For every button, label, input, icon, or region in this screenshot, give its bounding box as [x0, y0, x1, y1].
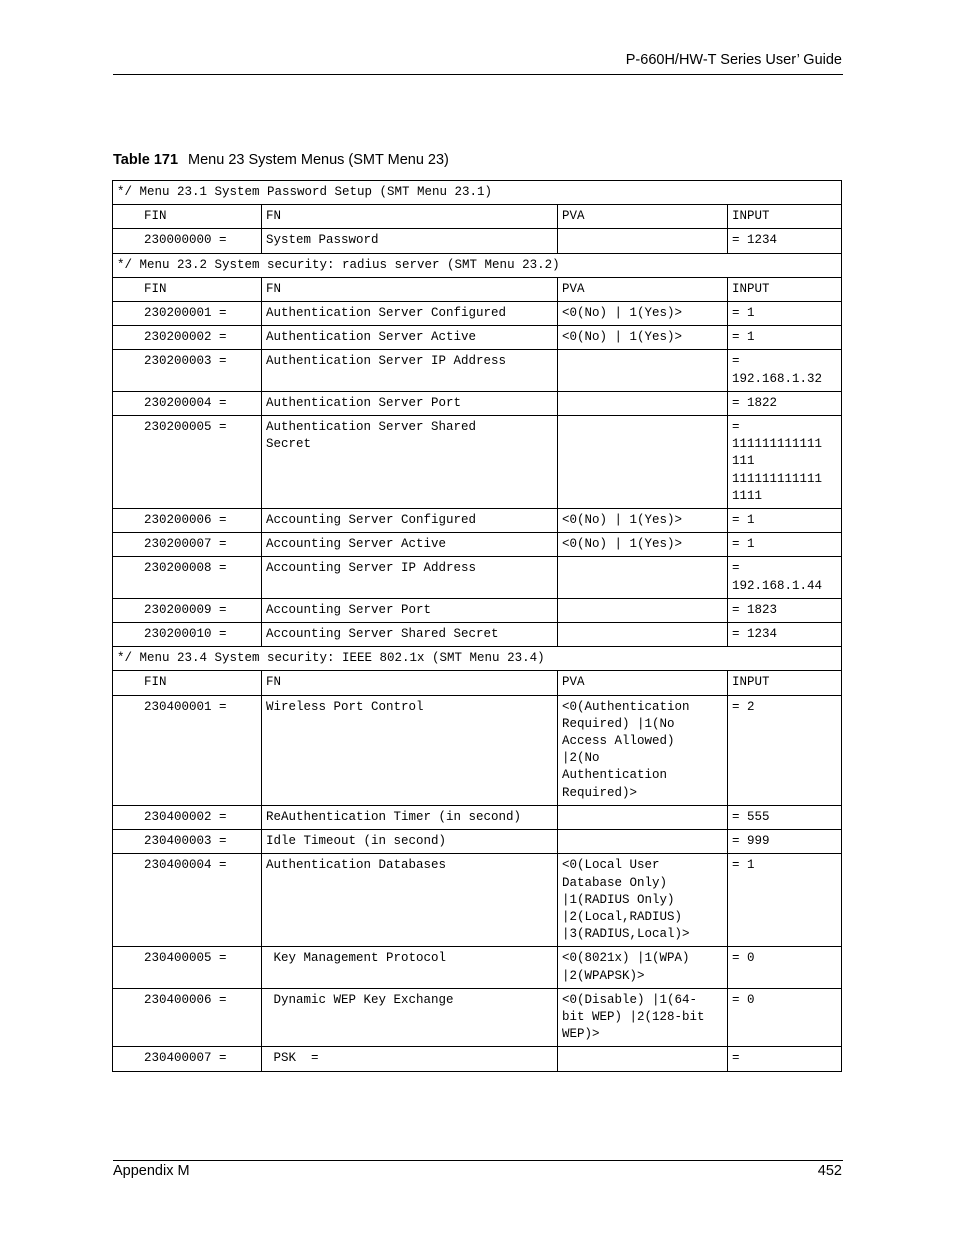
- cell-fin: 230200010 =: [113, 623, 262, 647]
- table-caption: [113, 152, 449, 168]
- cell-input: = 1234: [728, 623, 842, 647]
- cell-pva: <0(No) | 1(Yes)>: [558, 509, 728, 533]
- section-header-row: [113, 253, 842, 277]
- cell-fn: Key Management Protocol: [262, 947, 558, 988]
- cell-pva: [558, 598, 728, 622]
- column-header-fn: FN: [262, 671, 558, 695]
- cell-pva: [558, 830, 728, 854]
- column-header-input: INPUT: [728, 671, 842, 695]
- cell-fin: 230000000 =: [113, 229, 262, 253]
- column-header-fn: FN: [262, 205, 558, 229]
- cell-input: =: [728, 1047, 842, 1071]
- cell-input: = 1823: [728, 598, 842, 622]
- cell-fin: 230200001 =: [113, 302, 262, 326]
- cell-pva: <0(Disable) |1(64- bit WEP) |2(128-bit WEP)>: [558, 988, 728, 1047]
- cell-fin: 230200006 =: [113, 509, 262, 533]
- cell-input: = 555: [728, 805, 842, 829]
- cell-input: = 1: [728, 302, 842, 326]
- cell-fn: Accounting Server Configured: [262, 509, 558, 533]
- cell-input: = 1: [728, 533, 842, 557]
- column-header-fn: FN: [262, 277, 558, 301]
- cell-fn: Accounting Server Active: [262, 533, 558, 557]
- cell-pva: [558, 805, 728, 829]
- table-row: [113, 854, 842, 947]
- cell-fn: Accounting Server Port: [262, 598, 558, 622]
- cell-fn: Authentication Server IP Address: [262, 350, 558, 391]
- cell-fn: Authentication Server Shared Secret: [262, 416, 558, 509]
- cell-pva: [558, 623, 728, 647]
- cell-fn: Dynamic WEP Key Exchange: [262, 988, 558, 1047]
- cell-fin: 230400004 =: [113, 854, 262, 947]
- cell-fn: System Password: [262, 229, 558, 253]
- table-row: [113, 533, 842, 557]
- cell-pva: [558, 229, 728, 253]
- table-row: [113, 830, 842, 854]
- cell-fin: 230400001 =: [113, 695, 262, 805]
- cell-input: = 1: [728, 854, 842, 947]
- table-row: [113, 695, 842, 805]
- cell-fin: 230200002 =: [113, 326, 262, 350]
- table-row: [113, 805, 842, 829]
- cell-input: = 0: [728, 988, 842, 1047]
- cell-input: = 192.168.1.44: [728, 557, 842, 598]
- cell-input: = 192.168.1.32: [728, 350, 842, 391]
- cell-fin: 230200003 =: [113, 350, 262, 391]
- table-row: [113, 509, 842, 533]
- table-row: [113, 557, 842, 598]
- cell-pva: [558, 350, 728, 391]
- table-row: [113, 326, 842, 350]
- cell-pva: [558, 391, 728, 415]
- table-row: [113, 623, 842, 647]
- cell-fn: ReAuthentication Timer (in second): [262, 805, 558, 829]
- table-row: [113, 1047, 842, 1071]
- column-header-row: [113, 671, 842, 695]
- cell-pva: [558, 557, 728, 598]
- table-caption-text: Menu 23 System Menus (SMT Menu 23): [188, 152, 449, 168]
- column-header-fin: FIN: [113, 277, 262, 301]
- cell-input: = 1234: [728, 229, 842, 253]
- table-row: [113, 416, 842, 509]
- cell-pva: [558, 1047, 728, 1071]
- cell-fn: Authentication Server Configured: [262, 302, 558, 326]
- cell-fin: 230200005 =: [113, 416, 262, 509]
- cell-fin: 230200008 =: [113, 557, 262, 598]
- table-row: [113, 947, 842, 988]
- cell-fn: Wireless Port Control: [262, 695, 558, 805]
- cell-fin: 230400005 =: [113, 947, 262, 988]
- column-header-pva: PVA: [558, 277, 728, 301]
- cell-input: = 111111111111 111 111111111111 1111: [728, 416, 842, 509]
- cell-fin: 230200009 =: [113, 598, 262, 622]
- cell-fin: 230400007 =: [113, 1047, 262, 1071]
- section-header-row: [113, 181, 842, 205]
- cell-pva: <0(No) | 1(Yes)>: [558, 302, 728, 326]
- cell-fn: PSK =: [262, 1047, 558, 1071]
- column-header-input: INPUT: [728, 205, 842, 229]
- cell-pva: <0(No) | 1(Yes)>: [558, 533, 728, 557]
- table-row: [113, 229, 842, 253]
- cell-fn: Accounting Server IP Address: [262, 557, 558, 598]
- column-header-fin: FIN: [113, 205, 262, 229]
- table-row: [113, 598, 842, 622]
- cell-fn: Authentication Server Active: [262, 326, 558, 350]
- page-number: 452: [817, 1163, 842, 1179]
- column-header-fin: FIN: [113, 671, 262, 695]
- table-row: [113, 988, 842, 1047]
- cell-fin: 230400003 =: [113, 830, 262, 854]
- cell-input: = 1: [728, 326, 842, 350]
- footer-rule: [113, 1160, 843, 1161]
- cell-pva: <0(No) | 1(Yes)>: [558, 326, 728, 350]
- cell-input: = 1: [728, 509, 842, 533]
- footer-section-label: Appendix M: [113, 1163, 190, 1179]
- section-header-row: [113, 647, 842, 671]
- cell-fn: Accounting Server Shared Secret: [262, 623, 558, 647]
- cell-fin: 230200004 =: [113, 391, 262, 415]
- column-header-input: INPUT: [728, 277, 842, 301]
- section-title: */ Menu 23.2 System security: radius server (SMT Menu 23.2): [113, 253, 842, 277]
- table-row: [113, 350, 842, 391]
- cell-input: = 2: [728, 695, 842, 805]
- table-row: [113, 391, 842, 415]
- cell-pva: <0(8021x) |1(WPA) |2(WPAPSK)>: [558, 947, 728, 988]
- cell-fn: Authentication Databases: [262, 854, 558, 947]
- cell-fin: 230400006 =: [113, 988, 262, 1047]
- table-row: [113, 302, 842, 326]
- column-header-pva: PVA: [558, 205, 728, 229]
- table-caption-number: Table 171: [113, 152, 179, 168]
- column-header-row: [113, 277, 842, 301]
- column-header-pva: PVA: [558, 671, 728, 695]
- cell-fn: Authentication Server Port: [262, 391, 558, 415]
- header-rule: [113, 74, 843, 75]
- column-header-row: [113, 205, 842, 229]
- cell-pva: [558, 416, 728, 509]
- page-header-title: P-660H/HW-T Series User’ Guide: [625, 52, 842, 68]
- section-title: */ Menu 23.1 System Password Setup (SMT Menu 23.1): [113, 181, 842, 205]
- cell-pva: <0(Local User Database Only) |1(RADIUS Only) |2(Local,RADIUS) |3(RADIUS,Local)>: [558, 854, 728, 947]
- section-title: */ Menu 23.4 System security: IEEE 802.1x (SMT Menu 23.4): [113, 647, 842, 671]
- cell-pva: <0(Authentication Required) |1(No Access Allowed) |2(No Authentication Required)>: [558, 695, 728, 805]
- cell-input: = 0: [728, 947, 842, 988]
- smt-menu-table: [112, 180, 842, 1072]
- cell-input: = 999: [728, 830, 842, 854]
- cell-fin: 230400002 =: [113, 805, 262, 829]
- cell-fin: 230200007 =: [113, 533, 262, 557]
- cell-fn: Idle Timeout (in second): [262, 830, 558, 854]
- cell-input: = 1822: [728, 391, 842, 415]
